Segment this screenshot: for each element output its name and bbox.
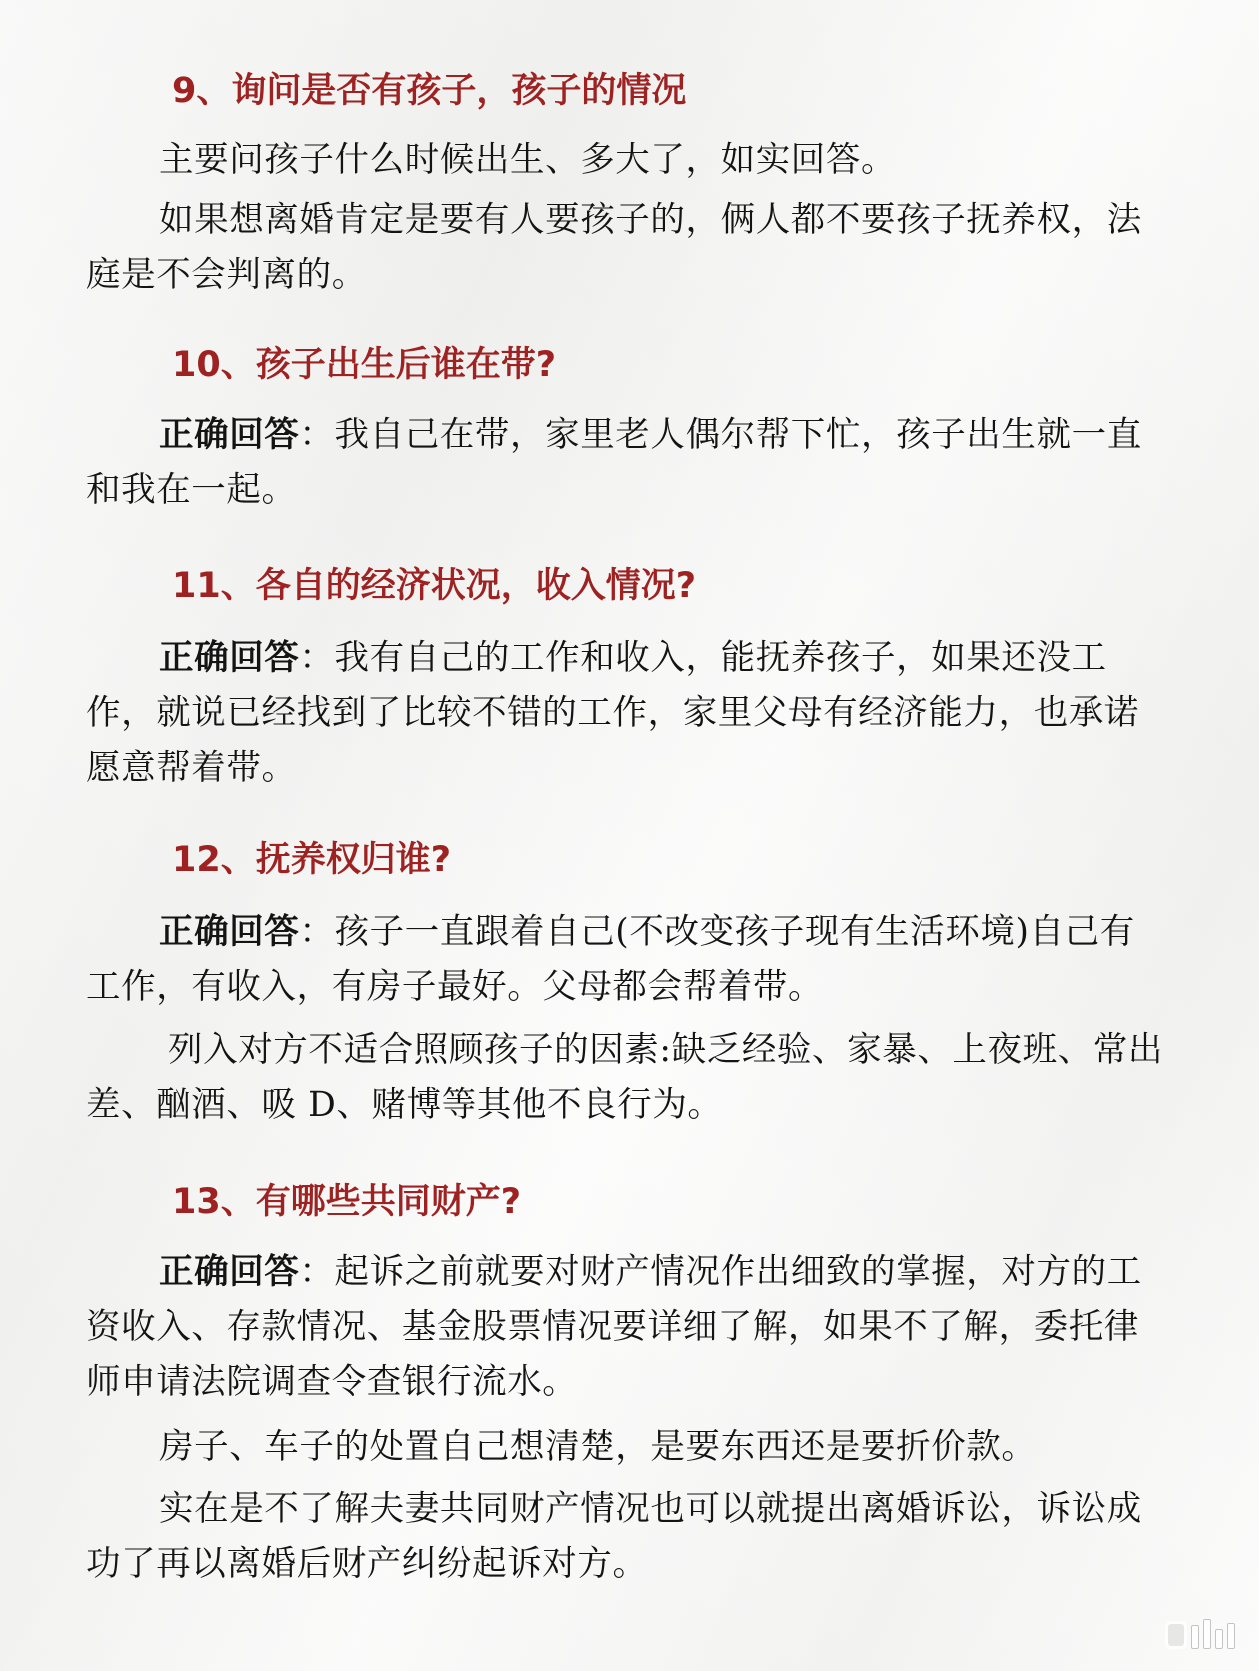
answer-text: ：我有自己的工作和收入，能抚养孩子，如果还没工作，就说已经找到了比较不错的工作，家里父母有经济能力，也承诺愿意帮着带。 <box>86 638 1139 788</box>
section-12-heading: 12、抚养权归谁? <box>172 840 452 880</box>
watermark-bubble-icon <box>1165 1621 1187 1649</box>
answer-text: ：起诉之前就要对财产情况作出细致的掌握，对方的工资收入、存款情况、基金股票情况要详细了解，如果不了解，委托律师申请法院调查令查银行流水。 <box>86 1252 1142 1402</box>
correct-answer-label: 正确回答 <box>159 912 300 952</box>
correct-answer-label: 正确回答 <box>159 1252 300 1292</box>
section-13-answer <box>86 1245 1166 1410</box>
section-12-paragraph-1: 列入对方不适合照顾孩子的因素:缺乏经验、家暴、上夜班、常出差、酗酒、吸 D、赌博等其他不良行为。 <box>86 1030 1164 1125</box>
watermark-logo <box>1165 1619 1235 1649</box>
section-10-answer <box>86 408 1166 518</box>
watermark-bar-icon <box>1227 1623 1235 1649</box>
watermark-bar-icon <box>1215 1629 1223 1649</box>
section-9-paragraph-2: 如果想离婚肯定是要有人要孩子的，俩人都不要孩子抚养权，法庭是不会判离的。 <box>86 200 1142 295</box>
watermark-bar-icon <box>1191 1625 1199 1649</box>
section-11-heading: 11、各自的经济状况，收入情况? <box>172 566 697 606</box>
correct-answer-label: 正确回答 <box>159 638 300 678</box>
section-12-answer <box>86 905 1166 1015</box>
correct-answer-label: 正确回答 <box>159 415 300 455</box>
answer-text: ：我自己在带，家里老人偶尔帮下忙，孩子出生就一直和我在一起。 <box>86 415 1142 510</box>
section-13-paragraph-2: 实在是不了解夫妻共同财产情况也可以就提出离婚诉讼，诉讼成功了再以离婚后财产纠纷起诉对方。 <box>86 1489 1142 1584</box>
watermark-bar-icon <box>1203 1619 1211 1649</box>
section-13-heading: 13、有哪些共同财产? <box>172 1182 522 1222</box>
answer-text: ：孩子一直跟着自己(不改变孩子现有生活环境)自己有工作，有收入，有房子最好。父母都会帮着带。 <box>86 912 1135 1007</box>
section-10-heading: 10、孩子出生后谁在带? <box>172 345 557 385</box>
section-11-answer <box>86 631 1166 796</box>
section-13-paragraph-1: 房子、车子的处置自己想清楚，是要东西还是要折价款。 <box>159 1427 1037 1467</box>
section-9-paragraph-1: 主要问孩子什么时候出生、多大了，如实回答。 <box>159 140 897 180</box>
section-9-heading: 9、询问是否有孩子，孩子的情况 <box>172 71 687 111</box>
